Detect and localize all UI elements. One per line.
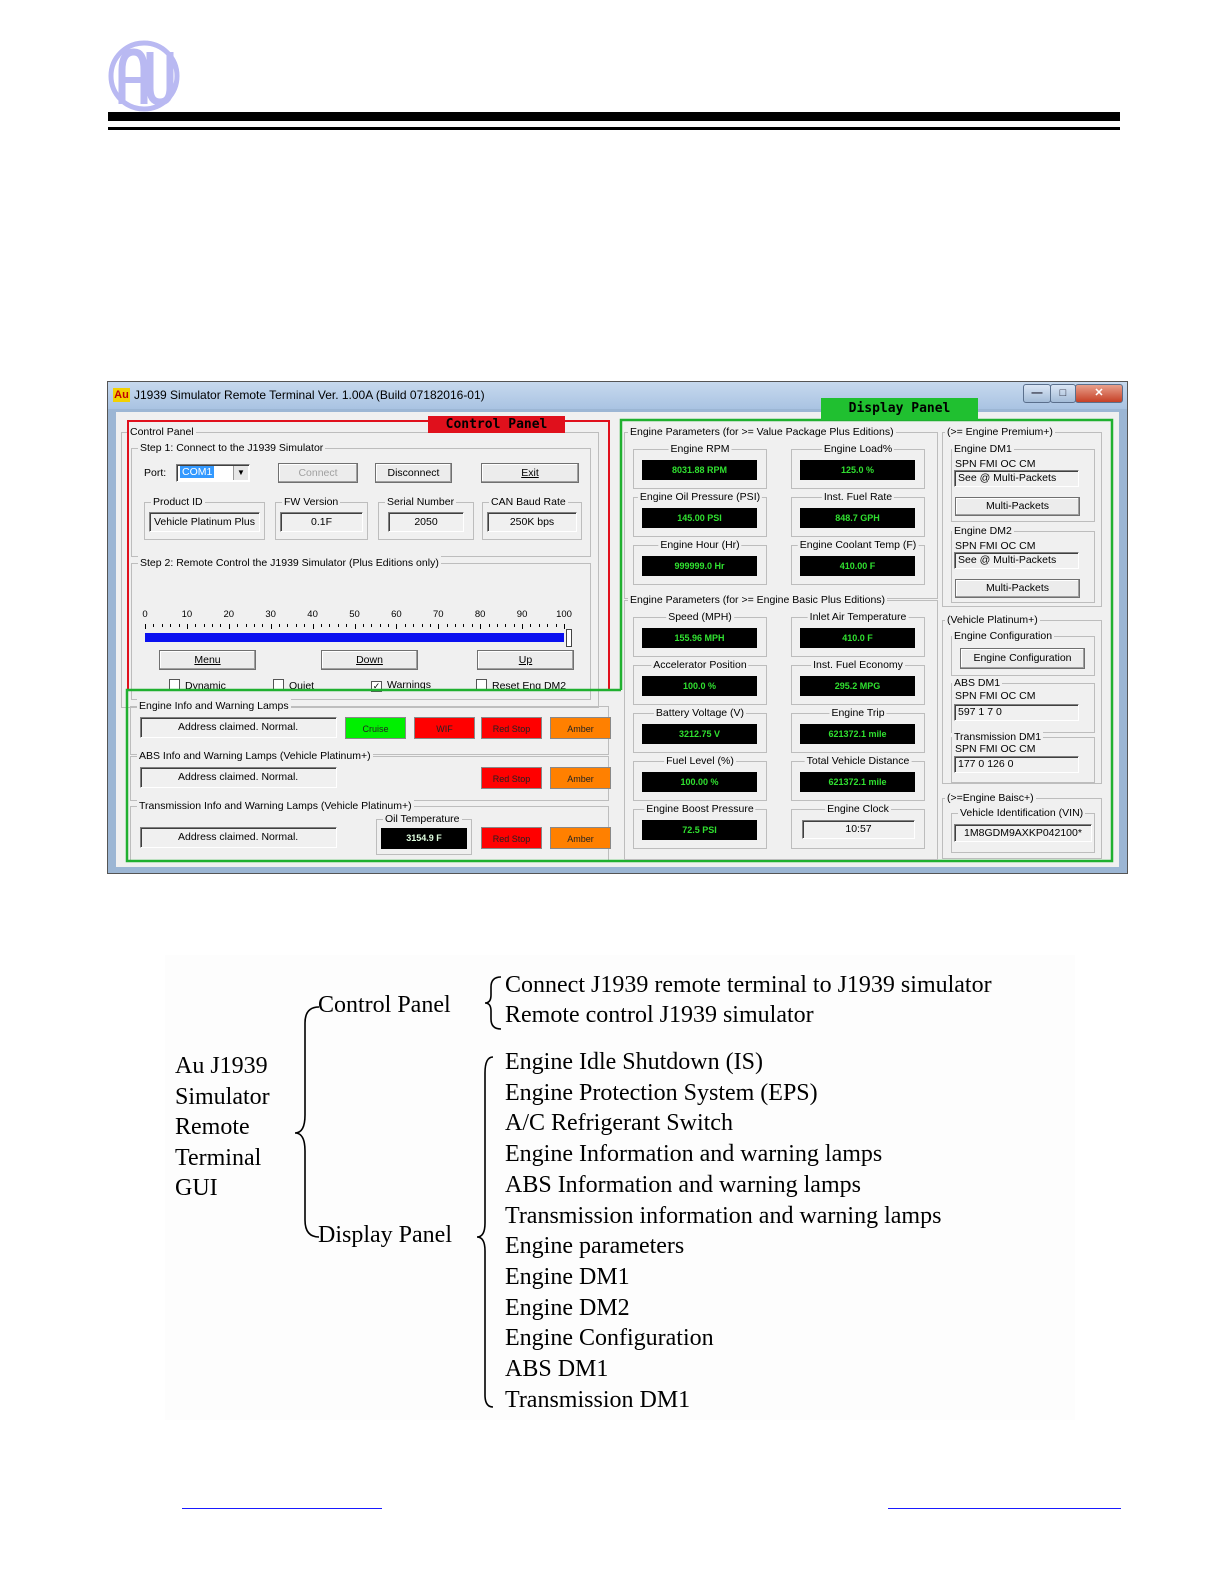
header-rule-thin — [108, 127, 1120, 130]
param-label: Engine Coolant Temp (F) — [799, 539, 917, 551]
diagram-display-item: Engine DM1 — [505, 1263, 630, 1290]
param-display: 100.0 % — [642, 676, 757, 696]
display-panel-tag: Display Panel — [821, 398, 978, 420]
abs-status-field: Address claimed. Normal. — [140, 767, 337, 788]
param-label: Engine RPM — [670, 443, 730, 455]
checkbox-label: Dynamic — [185, 680, 226, 692]
minimize-icon[interactable]: — — [1023, 384, 1051, 403]
param-group — [791, 539, 925, 585]
param-group — [633, 659, 767, 705]
scale-tick-label: 50 — [349, 609, 360, 620]
maximize-icon[interactable]: □ — [1050, 384, 1076, 403]
param-display: 100.00 % — [642, 772, 757, 792]
fw-version-label: FW Version — [284, 496, 339, 508]
transmission-red-stop-lamp: Red Stop — [481, 827, 542, 849]
param-display: 621372.1 mile — [800, 772, 915, 792]
param-group — [791, 755, 925, 801]
serial-number-field: 2050 — [388, 512, 464, 532]
check-icon[interactable]: ✓ — [372, 681, 381, 691]
scale-tick-label: 70 — [433, 609, 444, 620]
diagram-display-item: Transmission DM1 — [505, 1386, 691, 1413]
step1-title: Step 1: Connect to the J1939 Simulator — [140, 442, 324, 454]
platinum-group — [942, 614, 1102, 784]
param-group — [633, 539, 767, 585]
diagram-root-line: Terminal — [175, 1144, 262, 1171]
param-label: Engine Boost Pressure — [646, 803, 754, 815]
param-label: Total Vehicle Distance — [806, 755, 910, 767]
engine-clock-field: 10:57 — [802, 820, 915, 839]
header-rule-thick — [108, 112, 1120, 121]
transmission-status-field: Address claimed. Normal. — [140, 827, 337, 848]
param-label: Engine Clock — [827, 803, 889, 815]
menu-label: Menu — [194, 654, 221, 666]
scale-tick-label: 40 — [307, 609, 318, 620]
product-id-field: Vehicle Platinum Plus — [149, 512, 260, 532]
diagram-root-line: Au J1939 — [175, 1053, 268, 1079]
param-group — [791, 491, 925, 537]
param-group — [791, 803, 925, 849]
scale-tick-label: 30 — [265, 609, 276, 620]
param-label: Speed (MPH) — [668, 611, 732, 623]
engine-params-basic-title: Engine Parameters (for >= Engine Basic Plus Editions) — [630, 594, 886, 606]
param-group — [633, 611, 767, 657]
param-display: 125.0 % — [800, 460, 915, 480]
param-label: Engine Hour (Hr) — [660, 539, 740, 551]
feature-diagram — [165, 955, 1075, 1420]
param-label: Inst. Fuel Economy — [813, 659, 903, 671]
scale-tick-label: 60 — [391, 609, 402, 620]
abs-lamps-title: ABS Info and Warning Lamps (Vehicle Platinum+) — [139, 750, 371, 762]
trans-dm1-title: Transmission DM1 — [954, 731, 1042, 743]
param-display: 295.2 MPG — [800, 676, 915, 696]
engine-status-field: Address claimed. Normal. — [140, 717, 337, 738]
diagram-control-item: Connect J1939 remote terminal to J1939 simulator — [505, 972, 992, 998]
param-label: Engine Load% — [823, 443, 893, 455]
fw-version-field: 0.1F — [280, 512, 363, 532]
platinum-title: (Vehicle Platinum+) — [947, 614, 1038, 626]
param-group — [633, 803, 767, 849]
diagram-display-panel-label: Display Panel — [318, 1222, 452, 1248]
diagram-control-panel-label: Control Panel — [318, 992, 451, 1018]
param-display: 999999.0 Hr — [642, 556, 757, 576]
cruise-lamp: Cruise — [345, 717, 406, 739]
oil-temp-display: 3154.9 F — [381, 828, 467, 849]
diagram-display-item: ABS DM1 — [505, 1356, 609, 1382]
step2-title: Step 2: Remote Control the J1939 Simulator (Plus Editions only) — [140, 557, 439, 569]
engine-dm2-group — [951, 525, 1095, 603]
engine-dm1-field: See @ Multi-Packets — [954, 470, 1079, 487]
param-label: Battery Voltage (V) — [655, 707, 745, 719]
engine-dm2-header: SPN FMI OC CM — [955, 540, 1036, 552]
footer-link-right[interactable] — [888, 1508, 1121, 1509]
engine-configuration-button[interactable]: Engine Configuration — [960, 648, 1085, 669]
engine-amber-lamp: Amber — [550, 717, 611, 739]
vin-field: 1M8GDM9AXKP042100* — [954, 824, 1092, 842]
engine-dm2-title: Engine DM2 — [954, 525, 1012, 537]
checkbox-label: Reset Eng DM2 — [492, 680, 567, 692]
window-title: J1939 Simulator Remote Terminal Ver. 1.00A (Build 07182016-01) — [134, 388, 485, 402]
up-label: Up — [518, 654, 533, 666]
param-display: 155.96 MPH — [642, 628, 757, 648]
close-icon[interactable]: ✕ — [1075, 384, 1123, 403]
engine-red-stop-lamp: Red Stop — [481, 717, 542, 739]
engine-lamps-title: Engine Info and Warning Lamps — [139, 700, 289, 712]
diagram-control-item: Remote control J1939 simulator — [505, 1002, 814, 1028]
param-display: 8031.88 RPM — [642, 460, 757, 480]
engine-dm2-multi-packets-button[interactable]: Multi-Packets — [955, 579, 1080, 598]
param-label: Accelerator Position — [653, 659, 747, 671]
engine-params-value-group — [624, 426, 938, 599]
control-panel-tag: Control Panel — [428, 416, 565, 433]
oil-temp-label: Oil Temperature — [385, 813, 460, 825]
diagram-display-item: ABS Information and warning lamps — [505, 1171, 861, 1198]
disconnect-label: Disconnect — [387, 467, 440, 479]
abs-dm1-header: SPN FMI OC CM — [955, 690, 1036, 702]
abs-amber-lamp: Amber — [550, 767, 611, 789]
baud-rate-field: 250K bps — [487, 512, 577, 532]
param-group — [633, 755, 767, 801]
transmission-lamps-title: Transmission Info and Warning Lamps (Vehicle Platinum+) — [139, 800, 412, 812]
param-group — [633, 707, 767, 753]
diagram-display-item: Engine Protection System (EPS) — [505, 1079, 818, 1106]
param-display: 621372.1 mile — [800, 724, 915, 744]
param-group — [791, 443, 925, 489]
scale-tick-label: 90 — [516, 609, 528, 620]
premium-title: (>= Engine Premium+) — [947, 426, 1053, 438]
scale-tick-label: 80 — [474, 609, 486, 620]
param-label: Engine Oil Pressure (PSI) — [639, 491, 761, 503]
param-label: Inst. Fuel Rate — [823, 491, 893, 503]
param-group — [791, 707, 925, 753]
vin-group — [951, 807, 1095, 853]
vin-title: Vehicle Identification (VIN) — [960, 807, 1084, 819]
param-display: 3212.75 V — [642, 724, 757, 744]
engine-config-group — [951, 630, 1095, 676]
exit-label: Exit — [521, 467, 539, 479]
engine-dm1-header: SPN FMI OC CM — [955, 458, 1036, 470]
serial-number-label: Serial Number — [387, 496, 455, 508]
diagram-display-item: Engine parameters — [505, 1233, 685, 1260]
baud-rate-label: CAN Baud Rate — [491, 496, 566, 508]
diagram-display-item: A/C Refrigerant Switch — [505, 1110, 733, 1137]
engine-dm1-title: Engine DM1 — [954, 443, 1012, 455]
param-display: 410.0 F — [800, 628, 915, 648]
abs-dm1-group — [951, 677, 1095, 733]
checkbox-label: Warnings — [387, 679, 431, 691]
param-display: 848.7 GPH — [800, 508, 915, 528]
basic-title: (>=Engine Baisc+) — [947, 792, 1034, 804]
app-window — [107, 381, 1128, 874]
diagram-display-item: Engine DM2 — [505, 1294, 630, 1321]
param-label: Fuel Level (%) — [666, 755, 734, 767]
param-display: 145.00 PSI — [642, 508, 757, 528]
diagram-display-item: Engine Configuration — [505, 1325, 714, 1352]
param-group — [633, 491, 767, 537]
diagram-root-line: GUI — [175, 1175, 218, 1201]
engine-dm2-field: See @ Multi-Packets — [954, 552, 1079, 569]
param-group — [791, 659, 925, 705]
engine-config-title: Engine Configuration — [954, 630, 1053, 642]
transmission-amber-lamp: Amber — [550, 827, 611, 849]
abs-red-stop-lamp: Red Stop — [481, 767, 542, 789]
product-id-label: Product ID — [153, 496, 203, 508]
param-label: Inlet Air Temperature — [809, 611, 907, 623]
engine-dm1-multi-packets-button[interactable]: Multi-Packets — [955, 497, 1080, 516]
param-display: 72.5 PSI — [642, 820, 757, 840]
client-area — [116, 401, 1119, 867]
diagram-root-line: Simulator — [175, 1083, 270, 1110]
diagram-display-item: Engine Idle Shutdown (IS) — [505, 1049, 763, 1075]
chevron-down-icon[interactable]: ▼ — [233, 466, 248, 480]
premium-group — [942, 426, 1102, 607]
scale-tick-label: 0 — [142, 609, 148, 620]
diagram-display-item: Engine Information and warning lamps — [505, 1141, 883, 1168]
scale-tick-label: 100 — [556, 609, 572, 620]
diagram-display-item: Transmission information and warning lamps — [505, 1202, 942, 1229]
diagram-root-line: Remote — [175, 1114, 250, 1140]
port-value: COM1 — [182, 466, 213, 478]
param-label: Engine Trip — [831, 707, 885, 719]
basic-group — [942, 792, 1102, 859]
scale-tick-label: 10 — [181, 609, 193, 620]
connect-button[interactable]: Connect — [278, 463, 358, 483]
param-group — [791, 611, 925, 657]
company-logo — [108, 40, 180, 112]
trans-dm1-group — [951, 731, 1095, 783]
footer-link-left[interactable] — [182, 1508, 382, 1509]
scale-tick-label: 20 — [223, 609, 235, 620]
abs-dm1-title: ABS DM1 — [954, 677, 1001, 689]
param-display: 410.00 F — [800, 556, 915, 576]
engine-dm1-group — [951, 443, 1095, 522]
param-group — [633, 443, 767, 489]
abs-dm1-field: 597 1 7 0 — [954, 704, 1079, 721]
engine-params-basic-group — [624, 594, 938, 860]
checkbox-label: Quiet — [289, 680, 315, 692]
engine-params-value-title: Engine Parameters (for >= Value Package Plus Editions) — [630, 426, 894, 438]
port-label: Port: — [144, 467, 167, 479]
control-panel-title: Control Panel — [130, 426, 194, 438]
down-label: Down — [356, 654, 383, 666]
app-icon: Au — [114, 389, 129, 401]
wif-lamp: WIF — [414, 717, 475, 739]
trans-dm1-field: 177 0 126 0 — [954, 756, 1079, 773]
trans-dm1-header: SPN FMI OC CM — [955, 743, 1036, 755]
